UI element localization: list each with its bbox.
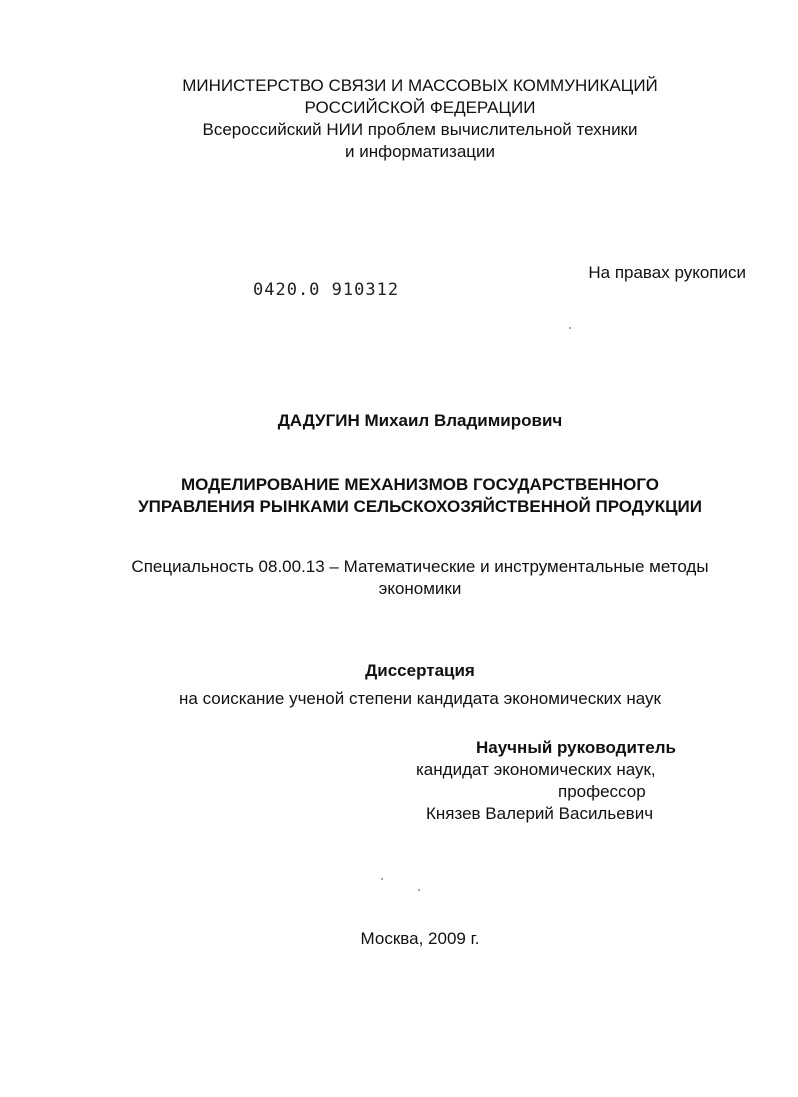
dissertation-type-block [0,660,798,710]
scan-speck [381,878,383,880]
dissertation-heading: Диссертация [365,661,475,680]
institute-line-2: и информатизации [344,142,496,161]
scan-speck [569,327,571,329]
specialty-block [0,556,798,600]
rights-notice: На правах рукописи [588,263,746,282]
ministry-line-1: МИНИСТЕРСТВО СВЯЗИ И МАССОВЫХ КОММУНИКАЦИЙ [182,76,658,95]
author-name: ДАДУГИН Михаил Владимирович [277,411,563,430]
institute-line-1: Всероссийский НИИ проблем вычислительной техники [202,120,638,139]
title-line-2: УПРАВЛЕНИЯ РЫНКАМИ СЕЛЬСКОХОЗЯЙСТВЕННОЙ ПРОДУКЦИИ [138,497,702,516]
advisor-name: Князев Валерий Васильевич [426,804,654,823]
specialty-line-2: экономики [378,579,462,598]
advisor-degree: кандидат экономических наук, [416,760,656,779]
title-line-1: МОДЕЛИРОВАНИЕ МЕХАНИЗМОВ ГОСУДАРСТВЕННОГО [181,475,659,494]
place-year-block [0,928,798,950]
dissertation-title [0,474,798,518]
place-year: Москва, 2009 г. [360,929,480,948]
dissertation-subtitle: на соискание ученой степени кандидата экономических наук [179,689,661,708]
advisor-rank: профессор [558,782,646,801]
library-stamp-number: 0420.0 910312 [253,280,400,300]
advisor-block [416,737,726,825]
scan-speck [418,889,420,891]
organization-header [0,75,798,163]
advisor-heading: Научный руководитель [476,738,676,757]
author-block [0,410,798,432]
specialty-line-1: Специальность 08.00.13 – Математические и инструментальные методы [131,557,709,576]
ministry-line-2: РОССИЙСКОЙ ФЕДЕРАЦИИ [304,98,536,117]
